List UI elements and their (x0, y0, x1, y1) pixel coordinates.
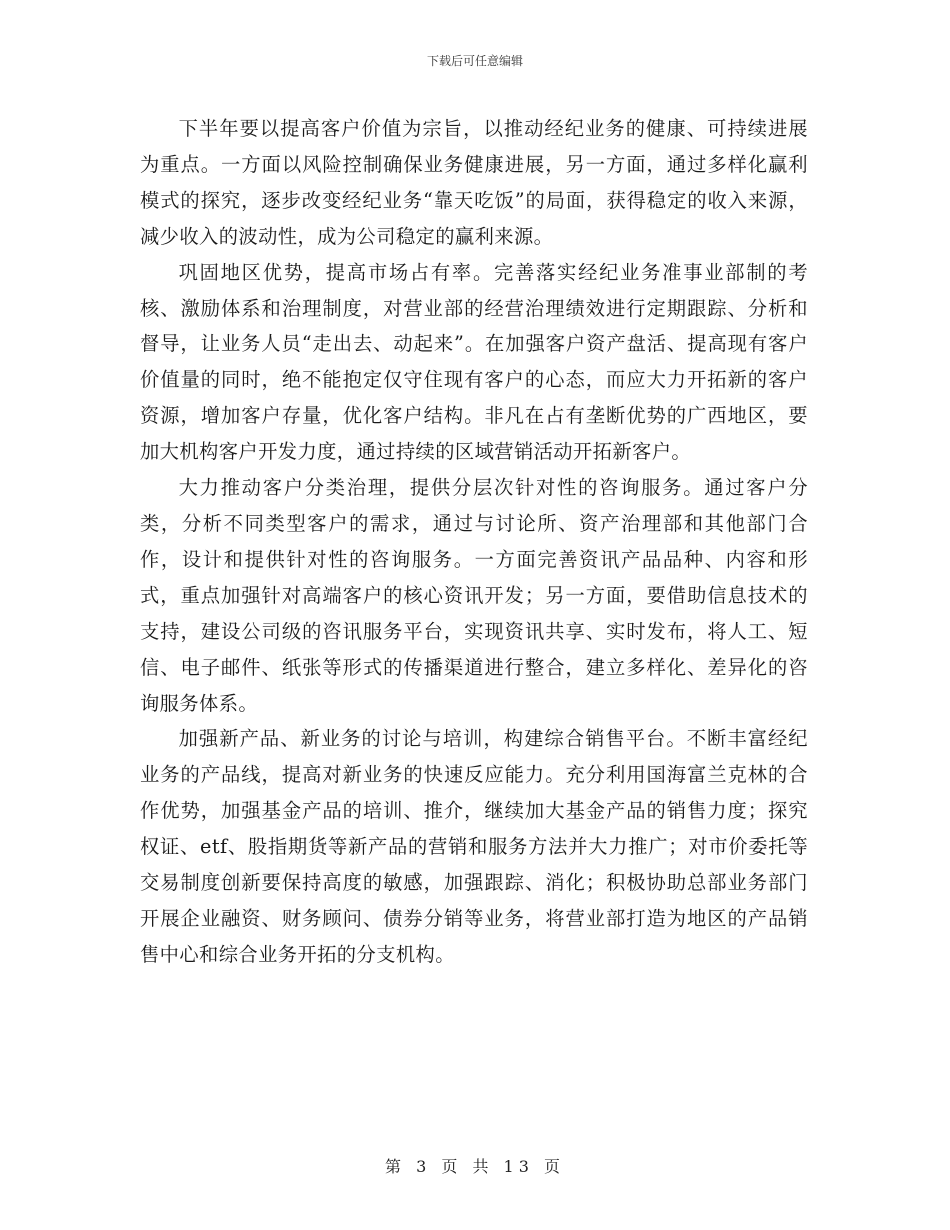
paragraph-4: 加强新产品、新业务的讨论与培训，构建综合销售平台。不断丰富经纪业务的产品线，提高对新业务的快速反应能力。充分利用国海富兰克林的合作优势，加强基金产品的培训、推介，继续加大基金产品的销售力度；探究权证、etf、股指期货等新产品的营销和服务方法并大力推广；对市价委托等交易制度创新要保持高度的敏感，加强跟踪、消化；积极协助总部业务部门开展企业融资、财务顾问、债券分销等业务，将营业部打造为地区的产品销售中心和综合业务开拓的分支机构。 (140, 727, 808, 966)
paragraph-3: 大力推动客户分类治理，提供分层次针对性的咨询服务。通过客户分类，分析不同类型客户的需求，通过与讨论所、资产治理部和其他部门合作，设计和提供针对性的咨询服务。一方面完善资讯产品品种、内容和形式，重点加强针对高端客户的核心资讯开发；另一方面，要借助信息技术的支持，建设公司级的咨讯服务平台，实现资讯共享、实时发布，将人工、短信、电子邮件、纸张等形式的传播渠道进行整合，建立多样化、差异化的咨询服务体系。 (140, 476, 808, 715)
paragraph-1: 下半年要以提高客户价值为宗旨，以推动经纪业务的健康、可持续进展为重点。一方面以风险控制确保业务健康进展，另一方面，通过多样化赢利模式的探究，逐步改变经纪业务“靠天吃饭”的局面，获得稳定的收入来源，减少收入的波动性，成为公司稳定的赢利来源。 (140, 117, 808, 248)
paragraph-2: 巩固地区优势，提高市场占有率。完善落实经纪业务准事业部制的考核、激励体系和治理制度，对营业部的经营治理绩效进行定期跟踪、分析和督导，让业务人员“走出去、动起来”。在加强客户资产盘活、提高现有客户价值量的同时，绝不能抱定仅守住现有客户的心态，而应大力开拓新的客户资源，增加客户存量，优化客户结构。非凡在占有垄断优势的广西地区，要加大机构客户开发力度，通过持续的区域营销活动开拓新客户。 (140, 260, 808, 464)
page-header: 下载后可任意编辑 (426, 54, 523, 68)
page-number-footer: 第 3 页 共 13 页 (385, 1157, 565, 1176)
document-body (140, 111, 808, 973)
